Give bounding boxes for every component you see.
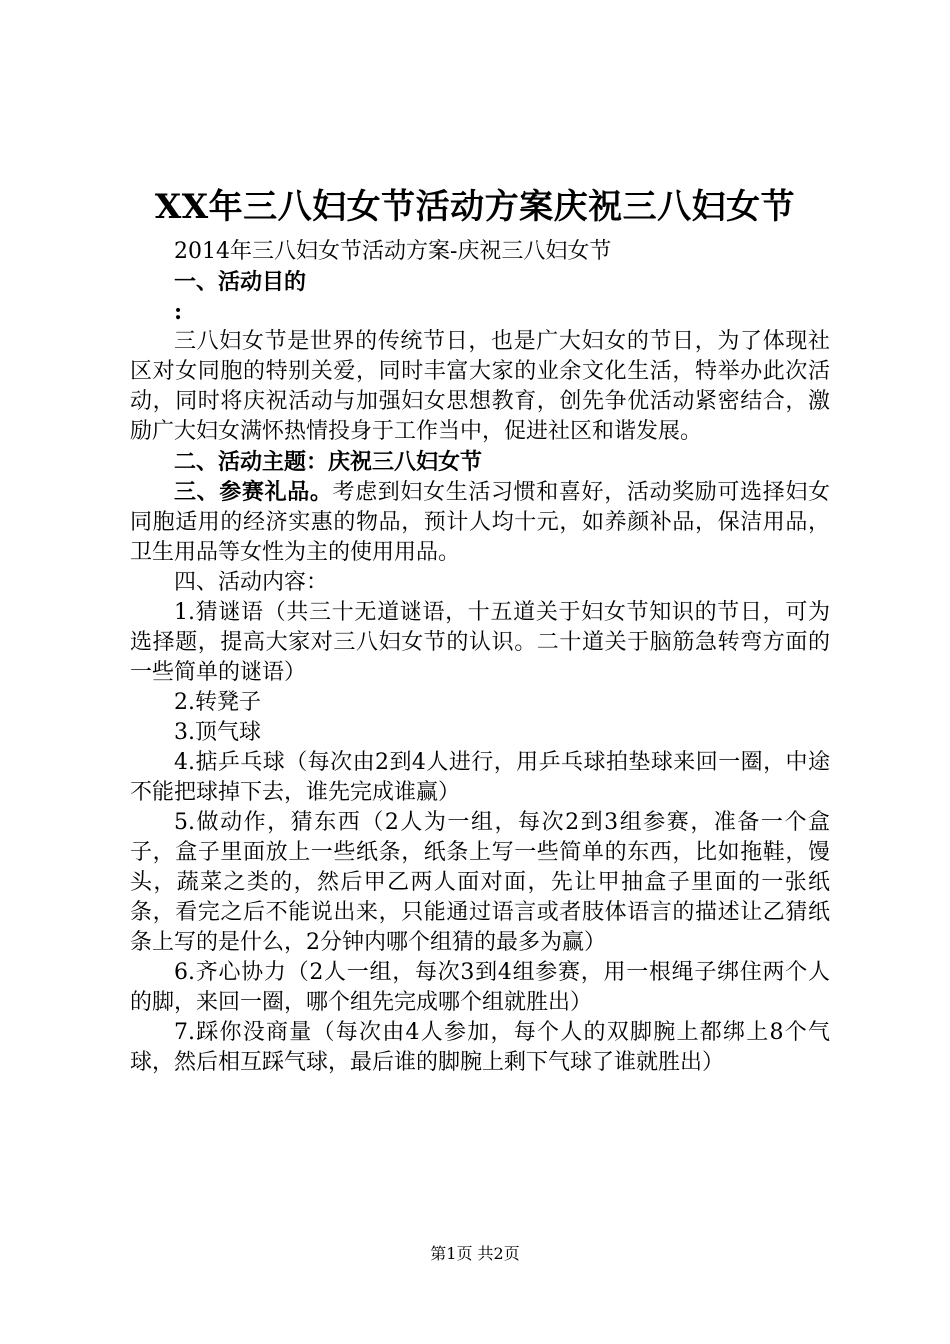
section-heading-purpose: 一、活动目的: [174, 269, 307, 295]
section-body-purpose: 三八妇女节是世界的传统节日，也是广大妇女的节日，为了体现社区对女同胞的特别关爱，同时丰富大家的业余文化生活，特举办此次活动，同时将庆祝活动与加强妇女思想教育，创先争优活动紧密结合，激励广大妇女满怀热情投身于工作当中，促进社区和谐发展。: [130, 329, 830, 444]
list-item: 3.顶气球: [174, 720, 261, 745]
section-body-prizes: 考虑到妇女生活习惯和喜好，活动奖励可选择妇女同胞适用的经济实惠的物品，预计人均十元，如养颜补品，保洁用品，卫生用品等女性为主的使用用品。: [130, 480, 830, 565]
list-item: 7.踩你没商量（每次由4人参加，每个人的双脚腕上都绑上8个气球，然后相互踩气球，最后谁的脚腕上剩下气球了谁就胜出）: [130, 1020, 830, 1075]
document-body: [130, 237, 830, 1078]
section-heading-content: 四、活动内容：: [174, 570, 329, 595]
section-heading-theme: 二、活动主题：庆祝三八妇女节: [174, 449, 483, 475]
section-prizes: [130, 477, 830, 568]
section-colon: :: [174, 299, 183, 325]
document-subtitle: 2014年三八妇女节活动方案-庆祝三八妇女节: [174, 239, 612, 264]
list-item: 2.转凳子: [174, 690, 261, 715]
document-title: XX年三八妇女节活动方案庆祝三八妇女节: [154, 187, 796, 227]
list-item: 6.齐心协力（2人一组，每次3到4组参赛，用一根绳子绑住两个人的脚，来回一圈，哪个组先完成哪个组就胜出）: [130, 960, 830, 1015]
page-footer: 第1页 共2页: [430, 1244, 520, 1263]
list-item: 1.猜谜语（共三十无道谜语，十五道关于妇女节知识的节日，可为选择题，提高大家对三八妇女节的认识。二十道关于脑筋急转弯方面的一些简单的谜语）: [130, 600, 830, 685]
section-heading-prizes: 三、参赛礼品。: [174, 479, 333, 505]
list-item: 4.掂乒乓球（每次由2到4人进行，用乒乓球拍垫球来回一圈，中途不能把球掉下去，谁先完成谁赢）: [130, 750, 830, 805]
list-item: 5.做动作，猜东西（2人为一组，每次2到3组参赛，准备一个盒子，盒子里面放上一些纸条，纸条上写一些简单的东西，比如拖鞋，馒头，蔬菜之类的，然后甲乙两人面对面，先让甲抽盒子里面的一张纸条，看完之后不能说出来，只能通过语言或者肢体语言的描述让乙猜纸条上写的是什么，2分钟内哪个组猜的最多为赢）: [130, 810, 830, 955]
